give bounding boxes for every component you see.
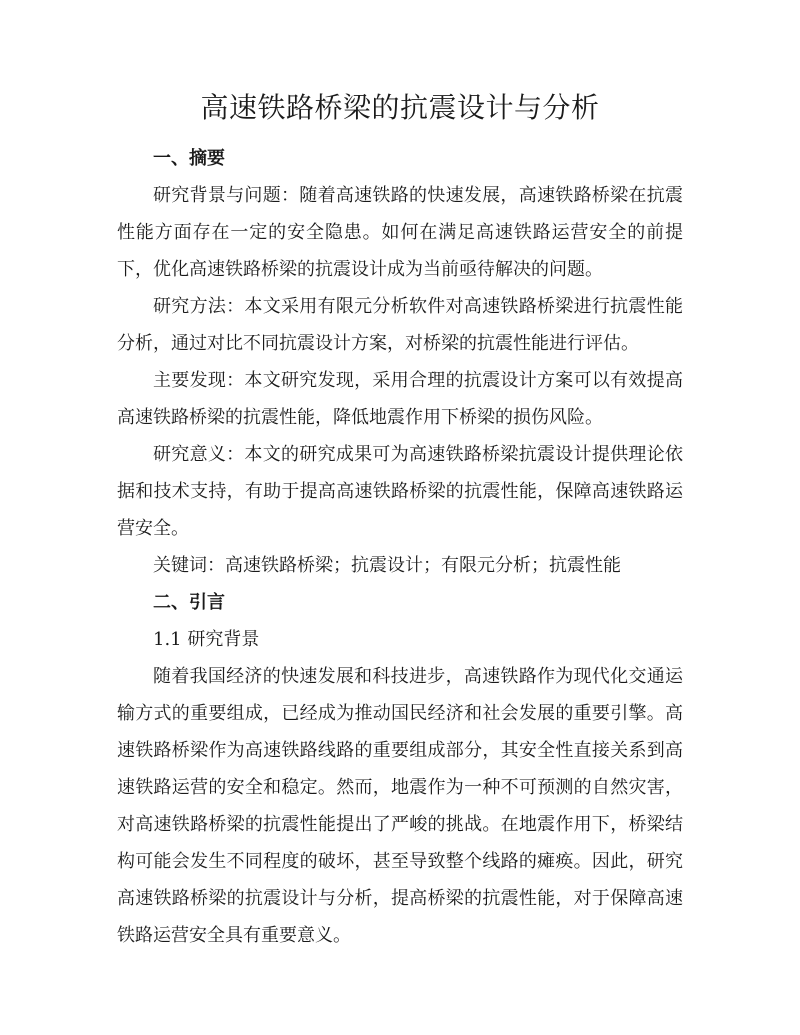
- research-background-paragraph: 随着我国经济的快速发展和科技进步，高速铁路作为现代化交通运输方式的重要组成，已经成为推动国民经济和社会发展的重要引擎。高速铁路桥梁作为高速铁路线路的重要组成部分，其安全性直接关系到高速铁路运营的安全和稳定。然而，地震作为一种不可预测的自然灾害，对高速铁路桥梁的抗震性能提出了严峻的挑战。在地震作用下，桥梁结构可能会发生不同程度的破坏，甚至导致整个线路的瘫痪。因此，研究高速铁路桥梁的抗震设计与分析，提高桥梁的抗震性能，对于保障高速铁路运营安全具有重要意义。: [117, 666, 683, 946]
- abstract-background-paragraph: 研究背景与问题：随着高速铁路的快速发展，高速铁路桥梁在抗震性能方面存在一定的安全隐患。如何在满足高速铁路运营安全的前提下，优化高速铁路桥梁的抗震设计成为当前亟待解决的问题。: [117, 185, 683, 280]
- abstract-method-paragraph: 研究方法：本文采用有限元分析软件对高速铁路桥梁进行抗震性能分析，通过对比不同抗震设计方案，对桥梁的抗震性能进行评估。: [117, 296, 683, 354]
- abstract-significance-paragraph: 研究意义：本文的研究成果可为高速铁路桥梁抗震设计提供理论依据和技术支持，有助于提高高速铁路桥梁的抗震性能，保障高速铁路运营安全。: [117, 444, 683, 539]
- keywords-paragraph: 关键词：高速铁路桥梁；抗震设计；有限元分析；抗震性能: [153, 555, 621, 576]
- document-page: [117, 88, 683, 954]
- abstract-findings-paragraph: 主要发现：本文研究发现，采用合理的抗震设计方案可以有效提高高速铁路桥梁的抗震性能，降低地震作用下桥梁的损伤风险。: [117, 370, 683, 428]
- research-background-subheading: 1.1 研究背景: [153, 629, 260, 650]
- abstract-heading: 一、摘要: [153, 148, 225, 169]
- document-title: 高速铁路桥梁的抗震设计与分析: [200, 91, 600, 124]
- intro-heading: 二、引言: [153, 592, 225, 613]
